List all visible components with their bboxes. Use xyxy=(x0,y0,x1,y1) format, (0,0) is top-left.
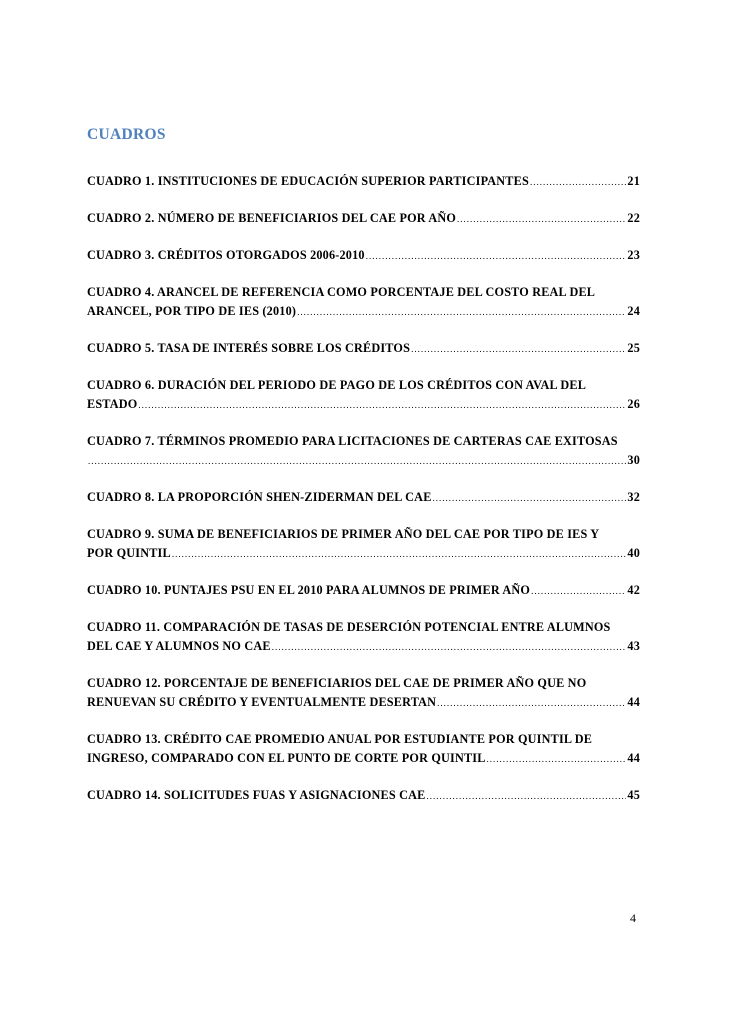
toc-entry-title: CUADRO 3. CRÉDITOS OTORGADOS 2006-2010 xyxy=(87,248,365,262)
toc-entry-line xyxy=(87,488,640,508)
toc-entry-cuadro-10[interactable] xyxy=(87,581,640,601)
page-number: 4 xyxy=(630,911,636,925)
toc-entry-cuadro-14[interactable] xyxy=(87,786,640,806)
toc-entry-page: 43 xyxy=(627,639,640,653)
toc-entry-cuadro-13[interactable] xyxy=(87,730,640,769)
toc-entry-cuadro-4[interactable] xyxy=(87,283,640,322)
dot-leader xyxy=(366,247,627,266)
dot-leader xyxy=(437,694,626,713)
toc-entry-line xyxy=(87,581,640,601)
dot-leader xyxy=(457,210,626,229)
toc-entry-line xyxy=(87,172,640,192)
toc-entry-page: 25 xyxy=(627,341,640,355)
toc-entry-cuadro-1[interactable] xyxy=(87,172,640,192)
toc-entry-page: 30 xyxy=(627,453,640,467)
toc-entry-line xyxy=(87,209,640,229)
toc-entry-cuadro-6[interactable] xyxy=(87,376,640,415)
toc-entry-line xyxy=(87,749,640,769)
toc-entry-cuadro-11[interactable] xyxy=(87,618,640,657)
dot-leader xyxy=(88,452,626,471)
toc-entry-page: 42 xyxy=(627,583,640,597)
toc-entry-title: CUADRO 5. TASA DE INTERÉS SOBRE LOS CRÉDITOS xyxy=(87,341,411,355)
toc-entry-page: 32 xyxy=(627,490,640,504)
toc-entry-title: CUADRO 14. SOLICITUDES FUAS Y ASIGNACIONES CAE xyxy=(87,788,426,802)
toc-entry-page: 40 xyxy=(627,546,640,560)
toc-entry-page: 26 xyxy=(627,397,640,411)
toc-entry-page: 24 xyxy=(627,304,640,318)
toc-entry-title-line: CUADRO 11. COMPARACIÓN DE TASAS DE DESERCIÓN POTENCIAL ENTRE ALUMNOS xyxy=(87,620,611,634)
toc-entry-title: CUADRO 8. LA PROPORCIÓN SHEN-ZIDERMAN DEL CAE xyxy=(87,490,432,504)
toc-entry-cuadro-7[interactable] xyxy=(87,432,640,471)
page-title: CUADROS xyxy=(87,126,166,143)
toc-entry-page: 44 xyxy=(627,695,640,709)
toc-entry-title: CUADRO 2. NÚMERO DE BENEFICIARIOS DEL CAE POR AÑO xyxy=(87,211,457,225)
toc-entry-line xyxy=(87,246,640,266)
toc-entry-cuadro-12[interactable] xyxy=(87,674,640,713)
dot-leader xyxy=(433,489,627,508)
dot-leader xyxy=(487,750,627,769)
toc-entry-page: 23 xyxy=(627,248,640,262)
toc-entry-cuadro-2[interactable] xyxy=(87,209,640,229)
toc-entry-title: DEL CAE Y ALUMNOS NO CAE xyxy=(87,639,271,653)
toc-entry-title-line: CUADRO 7. TÉRMINOS PROMEDIO PARA LICITACIONES DE CARTERAS CAE EXITOSAS xyxy=(87,434,618,448)
toc-entry-line xyxy=(87,395,640,415)
toc-entry-line xyxy=(87,544,640,564)
toc-entry-cuadro-5[interactable] xyxy=(87,339,640,359)
dot-leader xyxy=(297,303,626,322)
toc-entry-title-line: CUADRO 6. DURACIÓN DEL PERIODO DE PAGO DE LOS CRÉDITOS CON AVAL DEL xyxy=(87,378,587,392)
toc-entry-line xyxy=(87,637,640,657)
toc-entry-page: 21 xyxy=(627,174,640,188)
dot-leader xyxy=(411,340,626,359)
toc-entry-title-line: CUADRO 12. PORCENTAJE DE BENEFICIARIOS DEL CAE DE PRIMER AÑO QUE NO xyxy=(87,676,587,690)
toc-entry-title: INGRESO, COMPARADO CON EL PUNTO DE CORTE POR QUINTIL xyxy=(87,751,486,765)
toc-entry-title: ESTADO xyxy=(87,397,138,411)
toc-entry-page: 44 xyxy=(627,751,640,765)
toc-entry-page: 22 xyxy=(627,211,640,225)
toc-entry-line xyxy=(87,339,640,359)
toc-entry-title-line: CUADRO 4. ARANCEL DE REFERENCIA COMO PORCENTAJE DEL COSTO REAL DEL xyxy=(87,285,596,299)
toc-entry-line xyxy=(87,786,640,806)
toc-entry-title: CUADRO 1. INSTITUCIONES DE EDUCACIÓN SUPERIOR PARTICIPANTES xyxy=(87,174,529,188)
dot-leader xyxy=(530,173,626,192)
toc-entry-title-line: CUADRO 13. CRÉDITO CAE PROMEDIO ANUAL POR ESTUDIANTE POR QUINTIL DE xyxy=(87,732,593,746)
dot-leader xyxy=(172,545,627,564)
toc-entry-cuadro-3[interactable] xyxy=(87,246,640,266)
dot-leader xyxy=(426,787,626,806)
toc-entry-title-line: CUADRO 9. SUMA DE BENEFICIARIOS DE PRIMER AÑO DEL CAE POR TIPO DE IES Y xyxy=(87,527,600,541)
toc-entry-title: RENUEVAN SU CRÉDITO Y EVENTUALMENTE DESERTAN xyxy=(87,695,437,709)
toc-entry-line xyxy=(87,693,640,713)
toc-entry-page: 45 xyxy=(627,788,640,802)
toc-entry-line xyxy=(87,451,640,471)
dot-leader xyxy=(272,638,627,657)
toc-entry-title: CUADRO 10. PUNTAJES PSU EN EL 2010 PARA ALUMNOS DE PRIMER AÑO xyxy=(87,583,531,597)
toc-entry-title: POR QUINTIL xyxy=(87,546,171,560)
toc-entry-cuadro-9[interactable] xyxy=(87,525,640,564)
dot-leader xyxy=(531,582,626,601)
toc-entry-title: ARANCEL, POR TIPO DE IES (2010) xyxy=(87,304,297,318)
toc-entry-cuadro-8[interactable] xyxy=(87,488,640,508)
toc-entry-line xyxy=(87,302,640,322)
dot-leader xyxy=(138,396,626,415)
table-of-contents xyxy=(87,172,640,823)
